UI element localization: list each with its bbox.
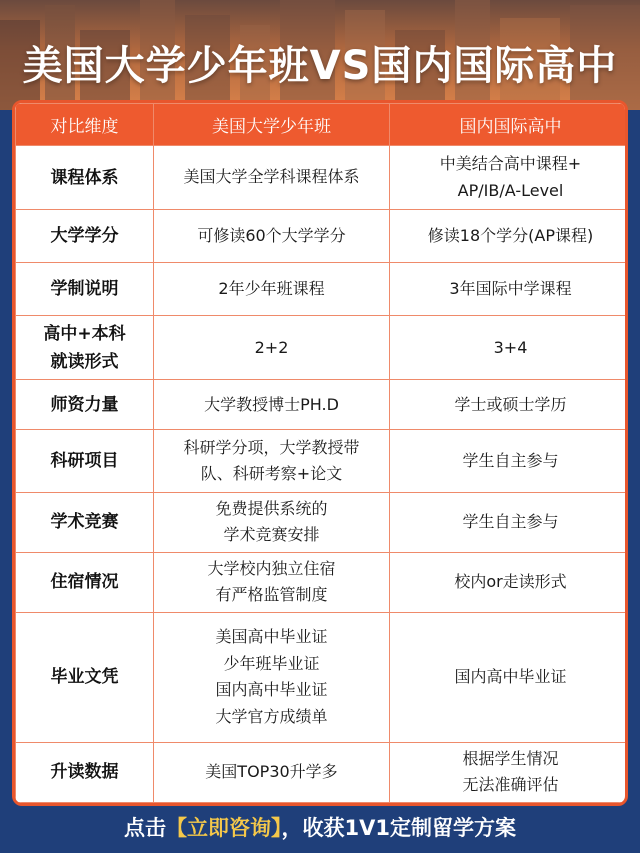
cell-text-line: 3+4 <box>493 337 528 357</box>
us-program-cell <box>154 552 390 612</box>
us-program-cell <box>154 263 390 316</box>
us-program-cell <box>154 146 390 210</box>
cell-text-line: 国内高中毕业证 <box>215 680 328 700</box>
cell-text-line: 3年国际中学课程 <box>449 279 572 299</box>
cell-text-line: 2+2 <box>254 337 289 357</box>
cn-program-cell <box>390 146 629 210</box>
cell-text-line: 大学官方成绩单 <box>215 706 328 726</box>
table-body <box>16 146 629 803</box>
cell-text-line: AP/IB/A-Level <box>457 180 564 200</box>
us-program-cell <box>154 210 390 263</box>
table-row <box>16 552 629 612</box>
cell-text-line: 有严格监管制度 <box>215 585 328 605</box>
cell-text-line: 师资力量 <box>50 394 119 415</box>
cell-text-line: 根据学生情况 <box>462 749 559 769</box>
cell-text-line: 中美结合高中课程+ <box>439 154 582 174</box>
cell-text-line: 大学教授博士PH.D <box>204 394 339 414</box>
cell-text-line: 住宿情况 <box>50 572 119 593</box>
us-program-cell <box>154 742 390 802</box>
cell-text-line: 免费提供系统的 <box>215 498 328 518</box>
cta-banner[interactable] <box>0 808 640 853</box>
dimension-cell <box>16 263 154 316</box>
cn-program-cell <box>390 492 629 552</box>
cell-text-line: 科研学分项，大学教授带 <box>183 437 360 457</box>
table-row <box>16 210 629 263</box>
cta-suffix: ，收获1V1定制留学方案 <box>281 816 516 840</box>
cell-text-line: 高中+本科 <box>43 323 126 344</box>
cn-program-cell <box>390 430 629 492</box>
dimension-cell <box>16 146 154 210</box>
cell-text-line: 学生自主参与 <box>462 511 559 531</box>
consult-link[interactable]: 【立即咨询】 <box>166 816 282 840</box>
cell-text-line: 学生自主参与 <box>462 450 559 470</box>
cell-text-line: 学制说明 <box>50 279 119 300</box>
table-row <box>16 492 629 552</box>
cn-program-cell <box>390 742 629 802</box>
table-row <box>16 316 629 380</box>
us-program-cell <box>154 380 390 430</box>
table-row <box>16 263 629 316</box>
page-title: 美国大学少年班VS国内国际高中 <box>22 43 618 89</box>
dimension-cell <box>16 492 154 552</box>
us-program-cell <box>154 316 390 380</box>
dimension-cell <box>16 742 154 802</box>
cell-text-line: 美国TOP30升学多 <box>205 762 338 782</box>
table-row <box>16 380 629 430</box>
cell-text-line: 国内高中毕业证 <box>454 667 567 687</box>
cell-text-line: 校内or走读形式 <box>454 571 567 591</box>
cell-text-line: 队、科研考察+论文 <box>200 463 343 483</box>
dimension-cell <box>16 552 154 612</box>
dimension-cell <box>16 380 154 430</box>
cell-text-line: 少年班毕业证 <box>223 653 320 673</box>
cell-text-line: 可修读60个大学学分 <box>197 225 346 245</box>
cn-program-cell <box>390 612 629 742</box>
cell-text-line: 无法准确评估 <box>462 775 559 795</box>
cell-text-line: 美国高中毕业证 <box>215 627 328 647</box>
header-us-program: 美国大学少年班 <box>154 104 390 146</box>
cn-program-cell <box>390 210 629 263</box>
cta-prefix: 点击 <box>124 816 166 840</box>
table-row <box>16 742 629 802</box>
cn-program-cell <box>390 380 629 430</box>
cell-text-line: 就读形式 <box>50 351 119 372</box>
cn-program-cell <box>390 316 629 380</box>
dimension-cell <box>16 612 154 742</box>
cn-program-cell <box>390 263 629 316</box>
dimension-cell <box>16 316 154 380</box>
cell-text-line: 美国大学全学科课程体系 <box>183 167 360 187</box>
header-dimension: 对比维度 <box>16 104 154 146</box>
dimension-cell <box>16 210 154 263</box>
cell-text-line: 科研项目 <box>50 450 119 471</box>
us-program-cell <box>154 430 390 492</box>
cell-text-line: 学术竞赛安排 <box>223 525 320 545</box>
comparison-table <box>15 103 628 803</box>
cell-text-line: 课程体系 <box>50 167 119 188</box>
cn-program-cell <box>390 552 629 612</box>
cell-text-line: 大学学分 <box>50 226 119 247</box>
table-header-row <box>16 104 629 146</box>
dimension-cell <box>16 430 154 492</box>
header-cn-program: 国内国际高中 <box>390 104 629 146</box>
cell-text-line: 毕业文凭 <box>50 667 119 688</box>
cell-text-line: 2年少年班课程 <box>218 279 325 299</box>
comparison-table-container <box>12 100 628 806</box>
us-program-cell <box>154 492 390 552</box>
table-row <box>16 612 629 742</box>
cell-text-line: 修读18个学分(AP课程) <box>427 225 594 245</box>
table-row <box>16 430 629 492</box>
us-program-cell <box>154 612 390 742</box>
cell-text-line: 大学校内独立住宿 <box>207 558 336 578</box>
cell-text-line: 学术竞赛 <box>50 512 119 533</box>
cell-text-line: 升读数据 <box>50 762 119 783</box>
cell-text-line: 学士或硕士学历 <box>454 394 567 414</box>
table-row <box>16 146 629 210</box>
